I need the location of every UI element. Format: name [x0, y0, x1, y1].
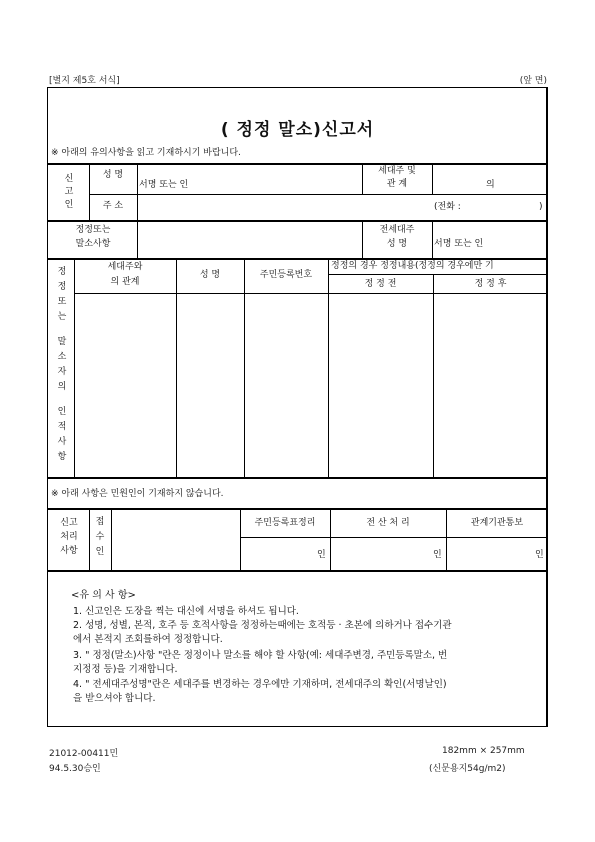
- reporter-name-label: 성 명: [102, 170, 124, 180]
- col-after: 정 정 후: [474, 279, 507, 289]
- approval-date: 94.5.30승인: [49, 764, 101, 774]
- rule: [137, 163, 138, 258]
- rule: [433, 274, 434, 477]
- persons-side-label-char: 는: [57, 312, 67, 322]
- rule: [240, 537, 548, 538]
- processing-label-1: 신고: [60, 518, 78, 528]
- rule: [432, 163, 433, 194]
- seal-mark-1: 인: [317, 550, 326, 560]
- paper-spec: (신문용지54g/m2): [429, 764, 506, 774]
- seal-mark-3: 인: [535, 550, 544, 560]
- col-id-number: 주민등록번호: [259, 270, 313, 280]
- rule: [47, 220, 548, 222]
- rule: [89, 194, 548, 195]
- notes-item: 지정정 등)을 기재합니다.: [73, 664, 178, 675]
- col-resident-registry: 주민등록표정리: [254, 518, 316, 528]
- rule: [74, 258, 75, 477]
- persons-side-label-char: 또: [57, 297, 67, 307]
- rule: [328, 274, 548, 275]
- rule: [111, 508, 112, 570]
- form-number: [별지 제5호 서식]: [49, 76, 120, 86]
- form-frame: [47, 87, 548, 727]
- form-title: ( 정정 말소)신고서: [220, 120, 375, 140]
- col-relation-1: 세대주와: [107, 262, 143, 272]
- persons-side-label-char: 인: [57, 407, 67, 417]
- reporter-signature-hint: 서명 또는 인: [139, 180, 189, 190]
- persons-side-label-char: 의: [57, 382, 67, 392]
- notes-item: 을 받으셔야 합니다.: [73, 693, 156, 704]
- reporter-seal-mark: 의: [486, 180, 495, 190]
- prev-head-label-1: 전세대주: [379, 225, 415, 235]
- rule: [176, 258, 177, 477]
- rule: [47, 163, 548, 165]
- form-code: 21012-00411민: [49, 749, 119, 759]
- col-before: 정 정 전: [364, 279, 397, 289]
- seal-mark-2: 인: [433, 550, 442, 560]
- col-agency-notification: 관계기관통보: [470, 518, 524, 528]
- correction-items-label-1: 정정또는: [75, 225, 111, 235]
- address-label: 주 소: [102, 201, 124, 211]
- correction-items-label-2: 말소사항: [75, 239, 111, 249]
- notes-item: 4. " 전세대주성명"란은 세대주를 변경하는 경우에만 기재하며, 전세대주의 확인(서명날인): [73, 679, 447, 690]
- phone-label: (전화 :: [434, 202, 461, 212]
- prev-head-signature-hint: 서명 또는 인: [434, 239, 484, 249]
- processing-label-3: 사항: [60, 546, 78, 556]
- notes-heading: <유 의 사 항>: [71, 590, 136, 601]
- processing-label-2: 처리: [60, 532, 78, 542]
- rule: [47, 477, 548, 479]
- notes-item: 1. 신고인은 도장을 찍는 대신에 서명을 하셔도 됩니다.: [73, 606, 299, 617]
- persons-side-label-char: 정: [57, 282, 67, 292]
- notes-item: 3. " 정정(말소)사항 "란은 정정이나 말소를 해야 할 사항(예: 세대주변경, 주민등록말소, 번: [73, 650, 448, 661]
- phone-close: ): [539, 202, 543, 212]
- col-computer-processing: 전 산 처 리: [366, 518, 410, 528]
- office-note: ※ 아래 사항은 민원인이 기재하지 않습니다.: [51, 489, 224, 499]
- paper-size: 182mm × 257mm: [442, 746, 525, 756]
- reporter-label-3: 인: [64, 200, 74, 210]
- persons-side-label-char: 정: [57, 267, 67, 277]
- rule: [328, 258, 329, 477]
- rule: [47, 258, 548, 260]
- notes-item: 에서 본적지 조회를하여 정정합니다.: [73, 634, 223, 645]
- rule: [74, 293, 548, 294]
- col-relation-2: 의 관계: [110, 277, 140, 287]
- page-side-label: (앞 면): [519, 76, 547, 86]
- receipt-label-2: 수: [95, 532, 105, 542]
- instruction-text: ※ 아래의 유의사항을 읽고 기재하시기 바랍니다.: [51, 148, 241, 158]
- persons-side-label-char: 사: [57, 437, 67, 447]
- receipt-label-1: 접: [95, 517, 105, 527]
- head-relation-label-2: 관 계: [386, 179, 408, 189]
- reporter-label-1: 신: [64, 174, 74, 184]
- persons-side-label-char: 말: [57, 337, 67, 347]
- rule: [47, 508, 548, 510]
- rule: [244, 258, 245, 477]
- persons-side-label-char: 항: [57, 452, 67, 462]
- col-detail-header: 정정의 경우 정정내용(정정의 경우에만 기: [331, 261, 494, 271]
- notes-item: 2. 성명, 성별, 본적, 호주 등 호적사항을 정정하는때에는 호적등 · 초본에 의하거나 접수기관: [73, 620, 452, 631]
- persons-side-label-char: 자: [57, 367, 67, 377]
- receipt-label-3: 인: [95, 547, 105, 557]
- col-name: 성 명: [199, 270, 221, 280]
- persons-side-label-char: 적: [57, 422, 67, 432]
- head-relation-label-1: 세대주 및: [378, 166, 416, 176]
- rule: [47, 570, 548, 572]
- prev-head-label-2: 성 명: [386, 239, 408, 249]
- rule: [432, 220, 433, 258]
- reporter-label-2: 고: [64, 187, 74, 197]
- persons-side-label-char: 소: [57, 352, 67, 362]
